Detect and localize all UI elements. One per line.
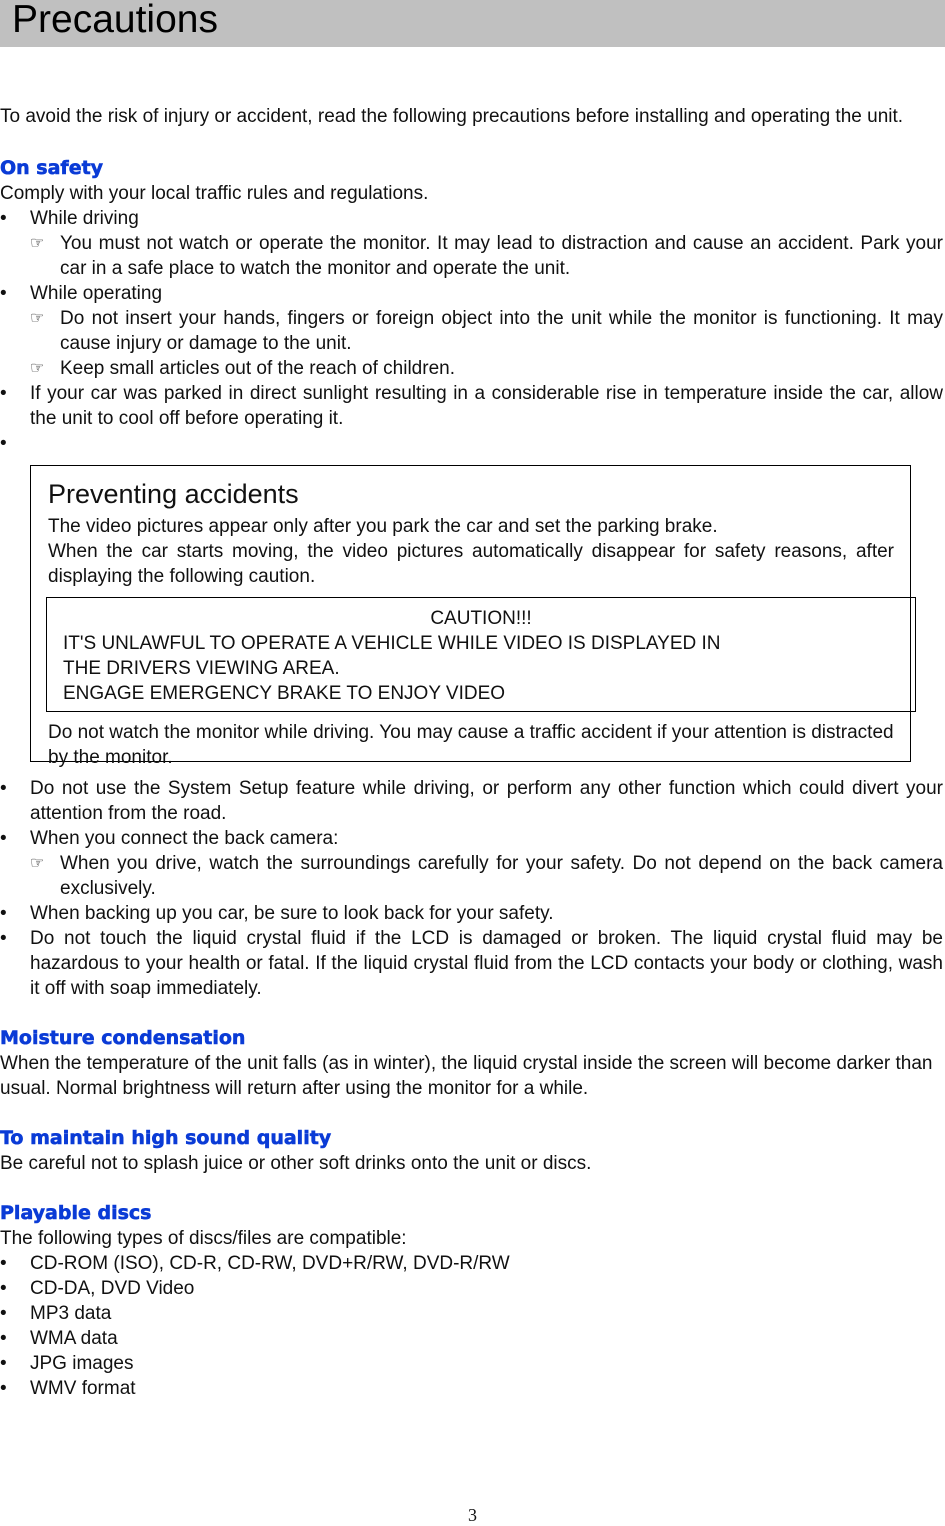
sub-item-text: You must not watch or operate the monitor. It may lead to distraction and cause an accident. Park your car in a safe place to watch the monitor and operate the unit. (60, 233, 943, 279)
playable-discs-section (0, 1200, 943, 1401)
bullet-icon: • (0, 828, 7, 849)
moisture-section (0, 1025, 943, 1101)
heading-playable-discs: Playable discs (0, 1202, 152, 1224)
sub-item-text: When you drive, watch the surroundings carefully for your safety. Do not depend on the back camera exclusively. (60, 853, 943, 899)
intro-paragraph: To avoid the risk of injury or accident, read the following precautions before installing and operating the unit. (0, 106, 904, 127)
list-item-text: CD-DA, DVD Video (30, 1278, 195, 1299)
list-item-text: While driving (30, 208, 139, 229)
list-item-text: Do not touch the liquid crystal fluid if the LCD is damaged or broken. The liquid crystal fluid may be hazardous to your health or fatal. If the liquid crystal fluid from the LCD contacts your body or clothing, wash it off with soap immediately. (30, 928, 943, 999)
list-item (0, 381, 943, 431)
document-body (0, 104, 943, 1401)
sub-item-text: Keep small articles out of the reach of children. (60, 358, 455, 379)
list-item (0, 206, 943, 231)
list-item-text: WMV format (30, 1378, 136, 1399)
list-item-text: WMA data (30, 1328, 118, 1349)
list-item (0, 1251, 943, 1276)
list-item (0, 776, 943, 826)
page-title: Precautions (12, 0, 218, 41)
safety-bullet-list (0, 206, 943, 456)
sub-item-text: Do not insert your hands, fingers or foreign object into the unit while the monitor is functioning. It may cause injury or damage to the unit. (60, 308, 943, 354)
box-line-2: When the car starts moving, the video pictures automatically disappear for safety reasons, after displaying the following caution. (48, 541, 894, 587)
moisture-text: When the temperature of the unit falls (as in winter), the liquid crystal inside the screen will become darker than usual. Normal brightness will return after using the monitor for a while. (0, 1053, 933, 1099)
bullet-icon: • (0, 283, 7, 304)
on-safety-lead: Comply with your local traffic rules and regulations. (0, 183, 429, 204)
list-item (0, 1376, 943, 1401)
pointing-hand-icon: ☞ (30, 310, 45, 327)
bullet-icon: • (0, 383, 7, 404)
sound-quality-text: Be careful not to splash juice or other soft drinks onto the unit or discs. (0, 1153, 592, 1174)
caution-line-3: ENGAGE EMERGENCY BRAKE TO ENJOY VIDEO (63, 683, 506, 704)
sub-item (0, 356, 943, 381)
bullet-icon: • (0, 1278, 7, 1299)
heading-on-safety: On safety (0, 157, 104, 179)
box-footer: Do not watch the monitor while driving. You may cause a traffic accident if your attention is distracted by the monitor. (48, 722, 894, 768)
sub-item (0, 851, 943, 901)
caution-title: CAUTION!!! (430, 608, 532, 629)
caution-box (46, 597, 916, 712)
list-item-text: Do not use the System Setup feature while driving, or perform any other function which could divert your attention from the road. (30, 778, 943, 824)
list-item (0, 926, 943, 1001)
title-bar (0, 0, 945, 47)
preventing-accidents-box (30, 465, 911, 768)
bullet-icon: • (0, 208, 7, 229)
bullet-icon: • (0, 433, 7, 454)
bullet-icon: • (0, 1378, 7, 1399)
heading-moisture-condensation: Moisture condensation (0, 1027, 246, 1049)
list-item (0, 1326, 943, 1351)
list-item-text: MP3 data (30, 1303, 112, 1324)
list-item (0, 901, 943, 926)
bullet-icon: • (0, 928, 7, 949)
list-item-text: When you connect the back camera: (30, 828, 339, 849)
sound-quality-section (0, 1125, 943, 1176)
pointing-hand-icon: ☞ (30, 855, 45, 872)
safety-bullet-list-2 (0, 776, 943, 1001)
box-line-1: The video pictures appear only after you park the car and set the parking brake. (48, 516, 718, 537)
bullet-icon: • (0, 1328, 7, 1349)
pointing-hand-icon: ☞ (30, 235, 45, 252)
discs-list (0, 1251, 943, 1401)
discs-lead: The following types of discs/files are compatible: (0, 1228, 407, 1249)
sub-item (0, 231, 943, 281)
bullet-icon: • (0, 903, 7, 924)
list-item-text: When backing up you car, be sure to look back for your safety. (30, 903, 554, 924)
pointing-hand-icon: ☞ (30, 360, 45, 377)
list-item-text: If your car was parked in direct sunlight resulting in a considerable rise in temperature inside the car, allow the unit to cool off before operating it. (30, 383, 943, 429)
list-item (0, 1351, 943, 1376)
list-item (0, 826, 943, 851)
heading-sound-quality: To maintain high sound quality (0, 1127, 332, 1149)
bullet-icon: • (0, 1353, 7, 1374)
box-title: Preventing accidents (48, 479, 299, 509)
list-item-text: CD-ROM (ISO), CD-R, CD-RW, DVD+R/RW, DVD-R/RW (30, 1253, 510, 1274)
caution-line-2: THE DRIVERS VIEWING AREA. (63, 658, 340, 679)
list-item-text: While operating (30, 283, 163, 304)
list-item (0, 1276, 943, 1301)
caution-line-1: IT'S UNLAWFUL TO OPERATE A VEHICLE WHILE VIDEO IS DISPLAYED IN (63, 633, 721, 654)
list-item (0, 281, 943, 306)
list-item (0, 431, 943, 456)
list-item (0, 1301, 943, 1326)
bullet-icon: • (0, 1253, 7, 1274)
page-number: 3 (468, 1505, 477, 1525)
sub-item (0, 306, 943, 356)
bullet-icon: • (0, 778, 7, 799)
list-item-text: JPG images (30, 1353, 134, 1374)
bullet-icon: • (0, 1303, 7, 1324)
